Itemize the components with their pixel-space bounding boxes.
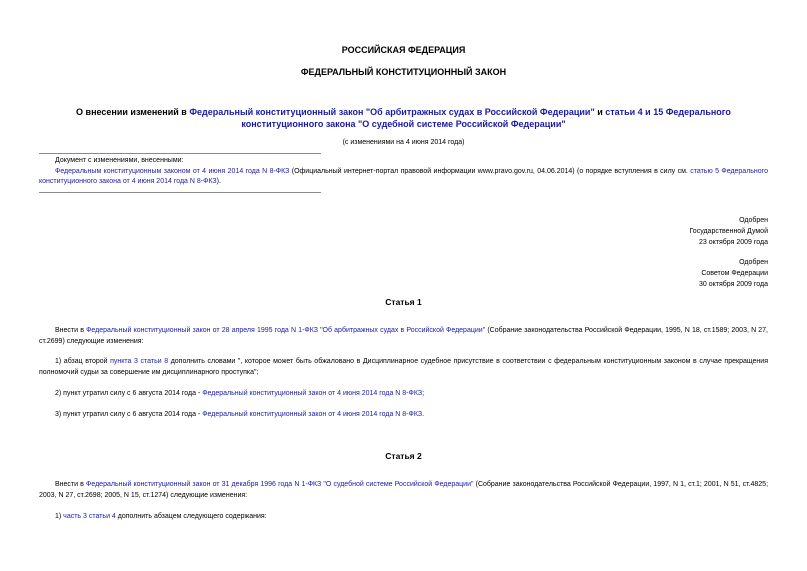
article1-item3 bbox=[39, 409, 768, 420]
title-middle: и bbox=[594, 107, 606, 117]
approval-council-line3: 30 октября 2009 года bbox=[699, 281, 768, 288]
article1-intro-suffix: (Собрание законодательства Российской Федерации, 1995, N 18, ст.1589; 2003, N 27, ст.2699) следующие изменения: bbox=[39, 327, 769, 345]
article1-item1 bbox=[39, 356, 768, 378]
article2-intro-suffix: (Собрание законодательства Российской Федерации, 1997, N 1, ст.1; 2001, N 51, ст.4825; 2003, N 27, ст.2698; 2005, N 15, ст.1274) следующие изменения: bbox=[39, 481, 769, 499]
title-link-arbitration-law[interactable]: Федеральный конституционный закон "Об арбитражных судах в Российской Федерации" bbox=[189, 107, 595, 117]
changes-link-article5[interactable]: статью 5 Федерального конституционного закона от 4 июня 2014 года N 8-ФКЗ bbox=[39, 168, 768, 185]
article2-item1 bbox=[39, 511, 768, 522]
changes-source-text: (Официальный интернет-портал правовой информации www.pravo.gov.ru, 04.06.2014) (о порядке вступления в силу см. bbox=[289, 168, 691, 175]
article1-item1-link[interactable]: пункта 3 статьи 8 bbox=[110, 358, 169, 365]
article1-item2 bbox=[39, 388, 768, 399]
changes-top-divider bbox=[39, 153, 321, 154]
article2-intro-prefix: Внести в bbox=[55, 481, 87, 488]
article1-item1-suffix: дополнить словами ", которое может быть обжаловано в Дисциплинарное судебное присутствие в соответствии с федеральным конституционным законом в случае прекращения полномочий судьи за совершение им дисциплинарного проступка"; bbox=[39, 358, 768, 376]
changes-text bbox=[39, 167, 768, 187]
article1-intro-prefix: Внести в bbox=[55, 327, 87, 334]
article1-item2-suffix: ; bbox=[422, 390, 425, 397]
title-link-judicial-system-law[interactable]: статьи 4 и 15 Федерального конституционного закона "О судебной системе Российской Федерации" bbox=[241, 107, 731, 129]
article1-intro-link[interactable]: Федеральный конституционный закон от 28 апреля 1995 года N 1-ФКЗ "Об арбитражных судах в Российской Федерации" bbox=[86, 327, 486, 334]
changes-end: ). bbox=[216, 178, 221, 185]
document-title bbox=[36, 106, 771, 130]
doc-type-heading: ФЕДЕРАЛЬНЫЙ КОНСТИТУЦИОННЫЙ ЗАКОН bbox=[300, 67, 507, 77]
title-prefix: О внесении изменений в bbox=[76, 107, 190, 117]
article1-intro bbox=[39, 325, 768, 347]
changes-bottom-divider bbox=[39, 192, 321, 193]
article2-heading: Статья 2 bbox=[385, 451, 422, 461]
approval-council-line1: Одобрен bbox=[739, 259, 768, 266]
approval-council bbox=[699, 257, 768, 290]
changes-link-8fkz[interactable]: Федеральным конституционным законом от 4 июня 2014 года N 8-ФКЗ bbox=[55, 168, 290, 175]
article1-item3-link[interactable]: Федеральный конституционный закон от 4 июня 2014 года N 8-ФКЗ bbox=[202, 411, 423, 418]
article2-item1-prefix: 1) bbox=[55, 513, 64, 520]
approval-council-line2: Советом Федерации bbox=[701, 270, 768, 277]
country-heading: РОССИЙСКАЯ ФЕДЕРАЦИЯ bbox=[341, 45, 466, 55]
article1-item3-prefix: 3) пункт утратил силу с 6 августа 2014 года - bbox=[55, 411, 203, 418]
article2-intro bbox=[39, 479, 768, 501]
article1-heading: Статья 1 bbox=[385, 297, 422, 307]
revision-note: (с изменениями на 4 июня 2014 года) bbox=[342, 139, 465, 146]
article2-item1-suffix: дополнить абзацем следующего содержания: bbox=[115, 513, 267, 520]
approval-duma-line1: Одобрен bbox=[739, 217, 768, 224]
article1-item1-prefix: 1) абзац второй bbox=[55, 358, 111, 365]
article1-item2-prefix: 2) пункт утратил силу с 6 августа 2014 года - bbox=[55, 390, 203, 397]
approval-duma-line3: 23 октября 2009 года bbox=[699, 239, 768, 246]
changes-heading: Документ с изменениями, внесенными: bbox=[55, 157, 184, 164]
article2-intro-link[interactable]: Федеральный конституционный закон от 31 декабря 1996 года N 1-ФКЗ "О судебной системе Российской Федерации" bbox=[86, 481, 474, 488]
approval-duma-line2: Государственной Думой bbox=[689, 228, 768, 235]
article1-item2-link[interactable]: Федеральный конституционный закон от 4 июня 2014 года N 8-ФКЗ bbox=[202, 390, 423, 397]
approval-duma bbox=[689, 215, 768, 248]
article2-item1-link[interactable]: часть 3 статьи 4 bbox=[63, 513, 116, 520]
article1-item3-suffix: . bbox=[422, 411, 425, 418]
